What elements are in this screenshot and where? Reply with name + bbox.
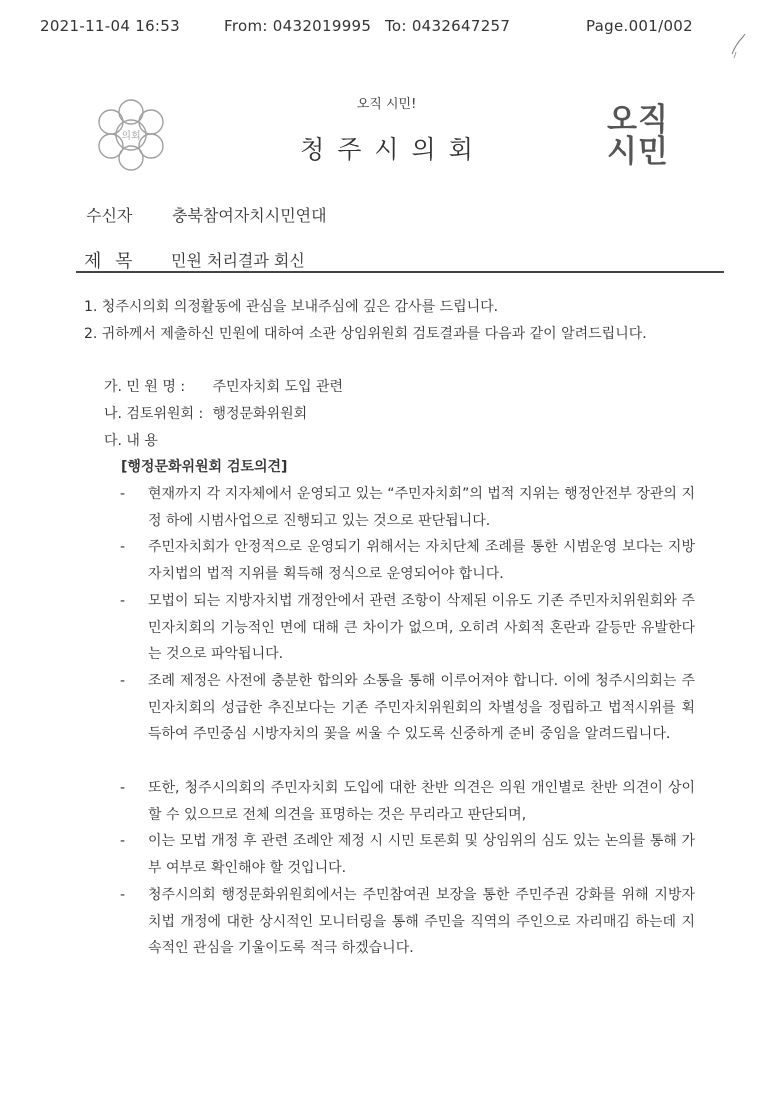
slogan-logo xyxy=(598,104,678,168)
organization-title: 청주시의회 xyxy=(300,135,486,164)
review-bullet xyxy=(120,588,695,668)
item-value: 행정문화위원회 xyxy=(212,406,308,422)
bullet-dash: - xyxy=(120,486,126,502)
bullet-dash: - xyxy=(120,833,126,849)
recipient-value: 충북참여자치시민연대 xyxy=(172,206,327,225)
review-bullet xyxy=(120,668,695,748)
item-review-committee xyxy=(104,403,307,423)
subject-value: 민원 처리결과 회신 xyxy=(171,251,305,270)
bullet-text: 현재까지 각 지자체에서 운영되고 있는 “주민자치회”의 법적 지위는 행정안전부 장관의 지정 하에 시범사업으로 진행되고 있는 것으로 판단됩니다. xyxy=(148,486,695,529)
bullet-text: 모법이 되는 지방자치법 개정안에서 관련 조항이 삭제된 이유도 기존 주민자치위원회와 주민자치회의 기능적인 면에 대해 큰 차이가 없으며, 오히려 사회적 혼란과 갈등만 유발한다는 것으로 파악됩니다. xyxy=(148,593,695,663)
fax-from: From: 0432019995 xyxy=(224,17,372,35)
intro-paragraph-2: 2. 귀하께서 제출하신 민원에 대하여 소관 상임위원회 검토결과를 다음과 같이 알려드립니다. xyxy=(84,326,647,342)
item-petition-name xyxy=(104,376,343,396)
subject-label: 제 목 xyxy=(84,251,137,272)
review-bullet xyxy=(120,534,695,587)
bullet-text: 조례 제정은 사전에 충분한 합의와 소통을 통해 이루어져야 합니다. 이에 청주시의회는 주민자치회의 성급한 추진보다는 기존 주민자치위원회의 차별성을 정립하고 법적시위를 획득하여 주민중심 시방자치의 꽃을 씨울 수 있도록 신중하게 준비 중임을 알려드립니다. xyxy=(148,673,695,743)
bullet-dash: - xyxy=(120,593,126,609)
recipient-label: 수신자 xyxy=(86,206,133,225)
bullet-dash: - xyxy=(120,539,126,555)
slogan-small: 오직 시민! xyxy=(356,97,417,112)
bullet-dash: - xyxy=(120,887,126,903)
item-label: 나. 검토위원회 : xyxy=(104,406,204,422)
fax-page-number: Page.001/002 xyxy=(586,17,693,35)
fax-to: To: 0432647257 xyxy=(385,17,511,35)
item-label: 가. 민 원 명 : xyxy=(104,379,186,395)
fax-datetime: 2021-11-04 16:53 xyxy=(40,17,180,35)
slogan-logo-line2: 시민 xyxy=(607,134,669,170)
review-bullet xyxy=(120,481,695,534)
intro-paragraph-1: 1. 청주시의회 의정활동에 관심을 보내주심에 깊은 감사를 드립니다. xyxy=(84,299,499,315)
bullet-text: 이는 모법 개정 후 관련 조례안 제정 시 시민 토론회 및 상임위의 심도 있는 논의를 통해 가부 여부로 확인해야 할 것입니다. xyxy=(148,833,695,876)
item-label: 다. 내 용 xyxy=(104,433,158,449)
bullet-text: 청주시의회 행정문화위원회에서는 주민참여권 보장을 통한 주민주권 강화를 위해 지방자치법 개정에 대한 상시적인 모니터링을 통해 주민을 직역의 주인으로 자리매김 하는데 지속적인 관심을 기울이도록 적극 하겠습니다. xyxy=(148,887,695,957)
item-value: 주민자치회 도입 관련 xyxy=(212,379,344,395)
review-heading: [행정문화위원회 검토의견] xyxy=(121,459,288,475)
review-bullet xyxy=(120,828,695,881)
item-contents xyxy=(104,430,208,450)
review-bullet xyxy=(120,882,695,962)
pen-mark-icon xyxy=(730,30,750,60)
bullet-text: 주민자치회가 안정적으로 운영되기 위해서는 자치단체 조례를 통한 시범운영 보다는 지방자치법의 법적 지위를 획득해 정식으로 운영되어야 합니다. xyxy=(148,539,695,582)
emblem-text: 의회 xyxy=(121,131,141,142)
subject-row xyxy=(76,243,724,273)
review-bullet xyxy=(120,775,695,828)
bullet-dash: - xyxy=(120,673,126,689)
bullet-text: 또한, 청주시의회의 주민자치회 도입에 대한 찬반 의견은 의원 개인별로 찬반 의견이 상이할 수 있으므로 전체 의견을 표명하는 것은 무리라고 판단되며, xyxy=(148,780,695,823)
slogan-logo-line1: 오직 xyxy=(607,102,669,138)
bullet-dash: - xyxy=(120,780,126,796)
recipient-row xyxy=(86,203,327,226)
